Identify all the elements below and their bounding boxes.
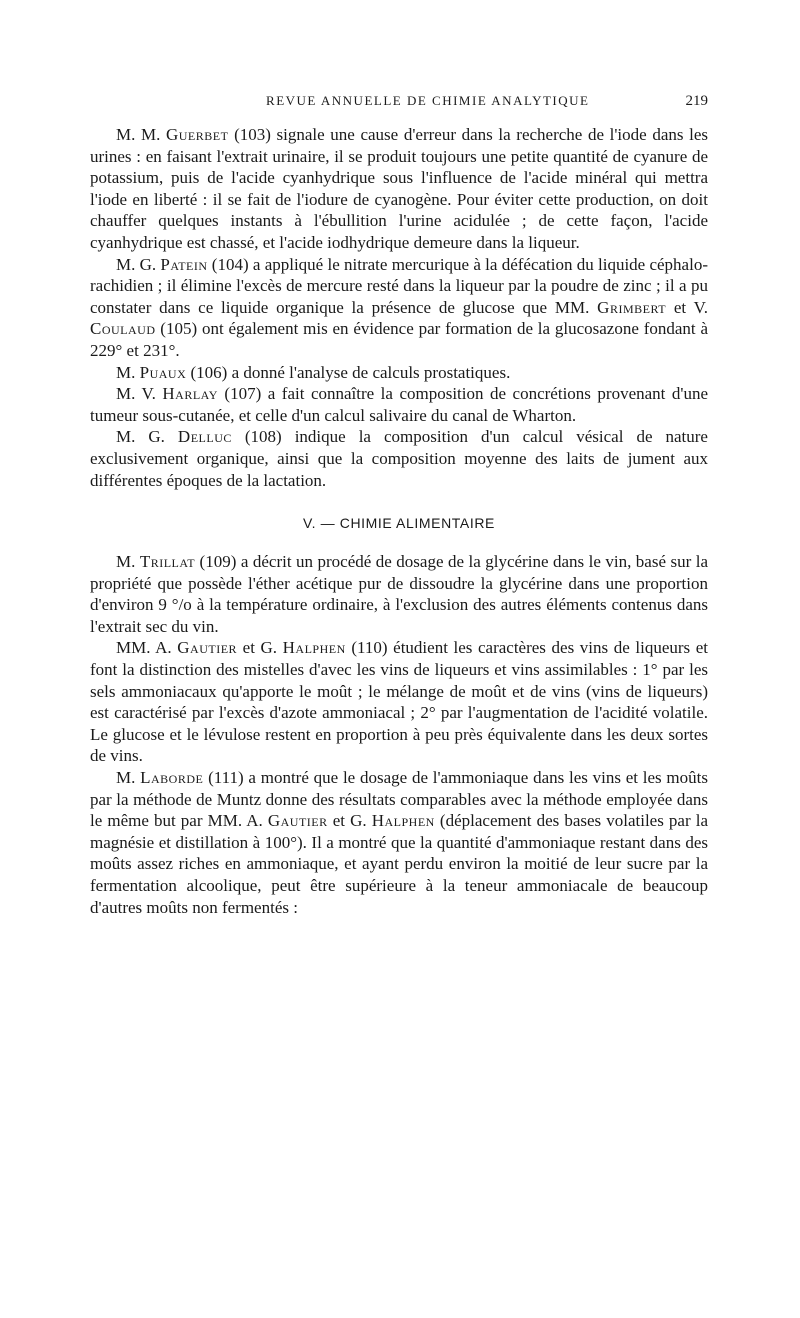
paragraph-guerbet: M. M. Guerbet (103) signale une cause d'erreur dans la recherche de l'iode dans les urines : en faisant l'extrait urinaire, il se produit toujours une petite quantité de cyanure de potassium, puis de l'acide cyanhydrique sous l'influence de l'acide minéral qui mettra l'iode en liberté : il se fait de l'iodure de cyanogène. Pour éviter cette production, on doit chauffer quelques instants à l'ébullition l'urine acidulée ; de cette façon, l'acide cyanhydrique est chassé, et l'acide iodhydrique demeure dans la liqueur. (90, 125, 708, 252)
author-name: Halphen (282, 638, 346, 658)
author-name: Harlay (162, 384, 218, 404)
paragraph-gautier-halphen: MM. A. Gautier et G. Halphen (110) étudient les caractères des vins de liqueurs et font la distinction des mistelles d'avec les vins de liqueurs et vins assimilables : 1° par les sels ammoniacaux qu'apporte le moût ; le mélange de moût et de vins (vins de liqueurs) est caractérisé par l'excès d'azote ammoniacal ; 2° par l'augmentation de l'acidité volatile. Le glucose et le lévulose restent en proportion à peu près équivalente dans les deux sortes de vins. (90, 638, 709, 766)
author-name: Delluc (177, 427, 232, 447)
paragraph-delluc: M. G. Delluc (108) indique la composition d'un calcul vésical de nature exclusivement organique, ainsi que la composition moyenne des laits de jument aux différentes époques de la lactation. (90, 427, 708, 490)
running-head-title: REVUE ANNUELLE DE CHIMIE ANALYTIQUE (266, 93, 590, 108)
paragraph-harlay: M. V. Harlay (107) a fait connaître la composition de concrétions provenant d'une tumeur sous-cutanée, et celle d'un calcul salivaire du canal de Wharton. (90, 384, 708, 425)
author-name: Gautier (177, 638, 238, 658)
author-name: Coulaud (90, 319, 156, 339)
author-name: Guerbet (165, 125, 229, 144)
paragraph-laborde: M. Laborde (111) a montré que le dosage de l'ammoniaque dans les vins et les moûts par la méthode de Muntz donne des résultats comparables avec la méthode employée dans le même but par MM. A. Gautier et G. Halphen (déplacement des bases volatiles par la magnésie et distillation à 100°). Il a montré que la quantité d'ammoniaque restant dans des moûts assez riches en ammoniaque, et ayant perdu environ la moitié de leur sucre par la fermentation alcoolique, peut être supérieure à la teneur ammoniacale de beaucoup d'autres moûts non fermentés : (90, 768, 708, 917)
author-name: Halphen (371, 811, 435, 831)
author-name: Puaux (139, 362, 187, 382)
running-head (90, 93, 708, 110)
page-number: 219 (685, 93, 708, 109)
author-name: Trillat (139, 552, 196, 572)
section-heading: V. — CHIMIE ALIMENTAIRE (303, 515, 495, 532)
paragraph-puaux: M. Puaux (106) a donné l'analyse de calculs prostatiques. (116, 362, 511, 382)
author-name: Laborde (140, 768, 204, 788)
author-name: Patein (160, 254, 208, 274)
author-name: Gautier (267, 811, 328, 831)
page (90, 93, 708, 918)
paragraph-trillat: M. Trillat (109) a décrit un procédé de dosage de la glycérine dans le vin, basé sur la propriété que possède l'éther acétique pur de dissoudre la glycérine dans une proportion d'environ 9 °/o à la température ordinaire, à l'exclusion des autres éléments contenus dans l'extrait sec du vin. (90, 552, 708, 636)
author-name: Grimbert (597, 297, 667, 317)
paragraph-patein: M. G. Patein (104) a appliqué le nitrate mercurique à la défécation du liquide céphalo-rachidien ; il élimine l'excès de mercure resté dans la liqueur par la poudre de zinc ; il a pu constater dans ce liquide organique la présence de glucose que MM. Grimbert et V. Coulaud (105) ont également mis en évidence par formation de la glucosazone fondant à 229° et 231°. (90, 254, 708, 360)
